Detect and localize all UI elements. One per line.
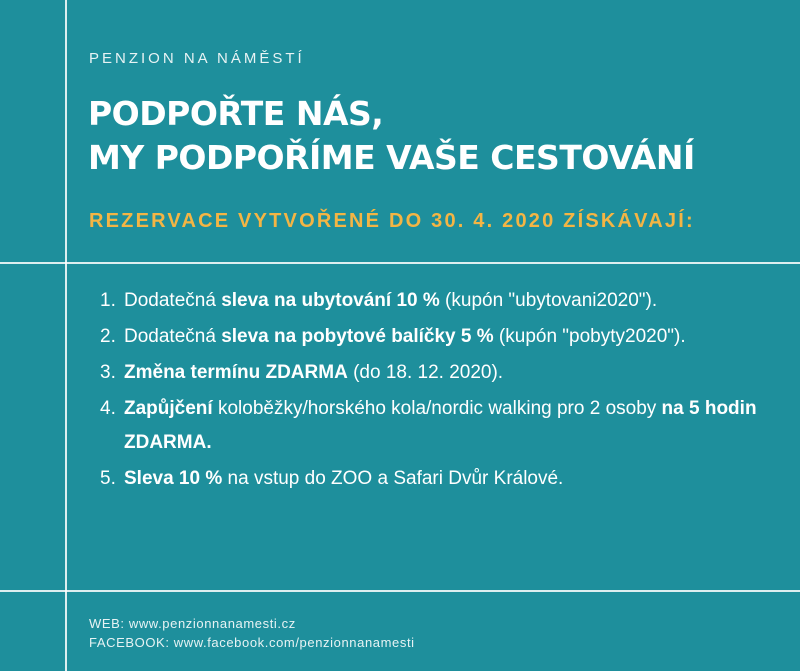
benefit-number: 3. [100,362,116,383]
benefit-text: na vstup do ZOO a Safari Dvůr Králové. [222,468,564,489]
horizontal-divider-bottom [0,590,800,592]
benefit-item-4 [100,392,780,460]
benefit-text: (do 18. 12. 2020). [347,362,504,383]
benefit-highlight: Zapůjčení [124,398,213,419]
headline-line-1: PODPOŘTE NÁS, [88,94,384,133]
benefit-text: (kupón "ubytovani2020"). [439,290,658,311]
benefit-item-3 [100,356,780,390]
benefit-number: 2. [100,326,116,347]
benefit-item-1 [100,284,780,318]
benefit-item-5 [100,462,780,496]
headline-line-2: MY PODPOŘÍME VAŠE CESTOVÁNÍ [88,138,695,177]
footer-web: WEB: www.penzionnanamesti.cz [89,616,296,631]
headline [88,92,695,180]
footer-contacts [89,614,415,652]
benefit-item-2 [100,320,780,354]
benefit-text: (kupón "pobyty2020"). [493,326,686,347]
benefit-highlight: Sleva 10 % [124,468,223,489]
footer-facebook: FACEBOOK: www.facebook.com/penzionnanamesti [89,635,415,650]
horizontal-divider-top [0,262,800,264]
benefit-highlight: Změna termínu ZDARMA [124,362,348,383]
benefit-number: 1. [100,290,116,311]
benefits-list [100,284,780,498]
subheadline: REZERVACE VYTVOŘENÉ DO 30. 4. 2020 ZÍSKÁVAJÍ: [89,210,695,232]
benefit-highlight: na 5 hodin ZDARMA. [124,398,757,453]
benefit-highlight: sleva na pobytové balíčky 5 % [221,326,494,347]
benefit-text: Dodatečná [124,326,222,347]
benefit-number: 4. [100,398,116,419]
benefit-text: koloběžky/horského kola/nordic walking pro 2 osoby [212,398,662,419]
brand-name: PENZION NA NÁMĚSTÍ [89,50,305,67]
benefit-highlight: sleva na ubytování 10 % [221,290,440,311]
benefit-text: Dodatečná [124,290,222,311]
benefit-number: 5. [100,468,116,489]
vertical-divider [65,0,67,671]
